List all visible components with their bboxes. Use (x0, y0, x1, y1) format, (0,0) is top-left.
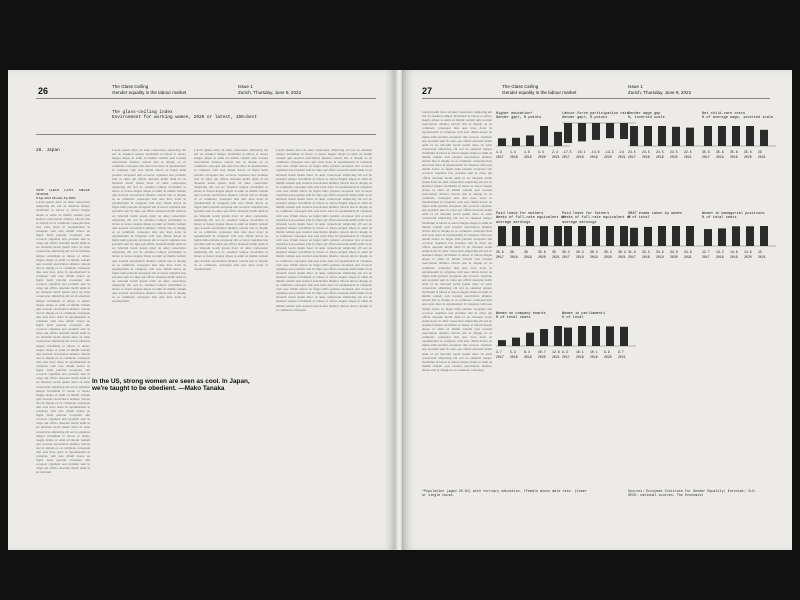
chart-title (562, 112, 636, 122)
data-labels (702, 150, 776, 154)
chart-title (496, 112, 570, 122)
chart-plot (628, 122, 702, 148)
data-labels (496, 350, 570, 354)
chart-subtitle: % of total (628, 216, 650, 221)
data-label: -13.3 (604, 150, 614, 154)
data-label: 12.7 (702, 250, 710, 254)
bar (554, 132, 562, 146)
data-label: 31.8 (628, 250, 636, 254)
data-label: 36 (524, 250, 528, 254)
data-label: 29 (758, 150, 762, 154)
chart-3 (628, 112, 702, 159)
article-date: 8 Apr 2021 (36, 196, 52, 201)
bar (540, 329, 548, 346)
index-rule (36, 134, 376, 135)
data-label: 30.4 (562, 250, 570, 254)
tick-label: 2020 (744, 155, 752, 159)
data-labels (628, 150, 702, 154)
tick-label: 2020 (538, 255, 546, 259)
tick-label: 2021 (758, 155, 766, 159)
page-number: 26 (38, 86, 49, 96)
chart-title-text: Paid leave for mothers (496, 212, 544, 216)
data-label: -17.5 (562, 150, 572, 154)
article-column-5: Lorem ipsum dolor sit amet consectetur adipiscing elit sed do eiusmod tempor incididunt ut labore et dolore magna aliqua ut enim ad minim veniam quis nostrud exercitation ullamco laboris nisi ut aliquip ex ea commodo consequat duis aute irure dolor in reprehenderit in voluptate velit esse cillum dolore eu fugiat nulla pariatur excepteur sint occaecat cupidatat non proident sunt in culpa qui officia deserunt mollit anim id est laborum lorem ipsum dolor sit amet consectetur adipiscing elit sed do eiusmod tempor incididunt ut labore et dolore magna aliqua ut enim ad minim veniam quis nostrud exercitation ullamco laboris nisi ut aliquip ex ea commodo consequat duis aute irure dolor in reprehenderit in voluptate velit esse cillum dolore eu fugiat nulla pariatur excepteur sint occaecat cupidatat non proident sunt in culpa qui officia deserunt mollit anim id est laborum lorem ipsum dolor sit amet consectetur adipiscing elit sed do eiusmod tempor incididunt ut labore et dolore magna aliqua ut enim ad minim veniam quis nostrud exercitation ullamco laboris nisi ut aliquip ex ea commodo consequat duis aute irure dolor in reprehenderit in voluptate velit esse cillum dolore eu fugiat nulla pariatur excepteur sint occaecat cupidatat non proident sunt in culpa qui officia deserunt mollit anim id est laborum lorem ipsum dolor sit amet consectetur adipiscing elit sed do eiusmod tempor incididunt ut labore et dolore magna aliqua ut enim ad minim veniam quis nostrud exercitation ullamco laboris nisi ut aliquip ex ea commodo consequat duis aute irure dolor in reprehenderit in voluptate velit esse cillum dolore eu fugiat nulla pariatur excepteur sint occaecat cupidatat non proident sunt in culpa qui officia deserunt mollit anim id est laborum lorem ipsum dolor sit amet consectetur adipiscing elit sed do eiusmod tempor incididunt ut labore et dolore magna aliqua ut enim ad minim veniam quis nostrud exercitation ullamco laboris nisi ut aliquip ex ea commodo consequat duis aute irure dolor in reprehenderit in voluptate velit esse cillum dolore eu fugiat nulla pariatur excepteur sint occaecat cupidatat non proident sunt in culpa qui officia deserunt mollit anim id est laborum lorem ipsum dolor sit amet consectetur adipiscing elit sed do eiusmod tempor incididunt ut labore et dolore magna aliqua ut enim ad minim veniam quis nostrud exercitation ullamco laboris nisi ut aliquip ex ea commodo consequat duis aute irure dolor in reprehenderit in voluptate velit esse cillum dolore eu fugiat nulla pariatur excepteur sint occaecat cupidatat non proident sunt in culpa qui officia deserunt mollit anim id est laborum lorem ipsum dolor sit amet consectetur adipiscing elit sed do eiusmod tempor incididunt ut labore et dolore magna aliqua ut enim ad minim veniam quis nostrud exercitation ullamco laboris nisi ut aliquip ex ea commodo consequat duis aute irure dolor in reprehenderit in voluptate velit esse cillum dolore eu fugiat nulla pariatur excepteur sint occaecat cupidatat non proident sunt in culpa qui officia deserunt mollit anim id est laborum lorem ipsum dolor sit amet consectetur adipiscing elit sed do eiusmod tempor incididunt ut labore et dolore magna aliqua ut enim ad minim veniam quis nostrud exercitation ullamco laboris nisi ut aliquip ex ea commodo consequat. (422, 110, 492, 372)
dateline: Zurich, Thursday, June 9, 2022 (238, 89, 302, 95)
bar (498, 138, 506, 146)
tick-label: 2017 (562, 355, 570, 359)
bar (718, 126, 726, 146)
bar (526, 135, 534, 146)
data-labels (562, 350, 636, 354)
tick-label: 2018 (642, 255, 650, 259)
chart-plot (496, 122, 570, 148)
bar (512, 138, 520, 146)
tick-label: 2018 (576, 255, 584, 259)
data-label: -14.8 (590, 150, 600, 154)
chart-9 (496, 312, 570, 359)
bar (606, 123, 614, 138)
data-label: 1.3 (496, 150, 502, 154)
tick-label: 2018 (510, 355, 518, 359)
tick-label: 2019 (656, 255, 664, 259)
tick-label: 2020 (604, 255, 612, 259)
bar (732, 226, 740, 246)
data-label: 24.5 (656, 150, 664, 154)
tick-label: 2018 (510, 255, 518, 259)
bar (526, 333, 534, 346)
index-title: The glass-ceiling index (112, 110, 173, 115)
chart-subtitle: %, inverted scale (628, 116, 665, 121)
x-tick-labels (496, 155, 570, 159)
tick-label: 2017 (562, 255, 570, 259)
tick-label: 2017 (496, 355, 504, 359)
chart-subtitle: Weeks of full-rate equivalent of average earnings (496, 216, 566, 225)
chart-plot (562, 222, 636, 248)
tick-label: 2021 (684, 255, 692, 259)
tick-label: 2021 (618, 255, 626, 259)
chart-title (562, 312, 636, 322)
tick-label: 2017 (702, 155, 710, 159)
index-heading (112, 110, 257, 121)
tick-label: 2019 (524, 155, 532, 159)
data-label: 36 (510, 250, 514, 254)
pull-quote: In the US, strong women are seen as cool. In Japan, we're taught to be obedient. —Mako Tanaka (92, 378, 250, 393)
bar (592, 226, 600, 246)
tick-label: 2018 (642, 155, 650, 159)
data-labels (562, 150, 636, 154)
bar (686, 226, 694, 246)
chart-6 (562, 212, 636, 259)
chart-plot (496, 222, 570, 248)
data-label: 30.4 (604, 250, 612, 254)
chart-4 (702, 112, 776, 159)
bar (630, 126, 638, 146)
chart-title (628, 212, 702, 222)
data-label: 3.7 (496, 350, 502, 354)
bar (658, 126, 666, 146)
chart-10 (562, 312, 636, 359)
data-label: 9.7 (618, 350, 624, 354)
tick-label: 2017 (628, 255, 636, 259)
x-tick-labels (496, 355, 570, 359)
data-label: 2.4 (552, 150, 558, 154)
data-label: 12.6 (552, 350, 560, 354)
right-page (402, 70, 792, 550)
data-label: 9.9 (604, 350, 610, 354)
bar (760, 226, 768, 246)
bar (746, 226, 754, 246)
page-number: 27 (422, 86, 433, 96)
header-title: The Glass Ceiling (112, 84, 149, 89)
tick-label: 2020 (604, 355, 612, 359)
data-label: 1.4 (510, 150, 516, 154)
issue-dateline (628, 84, 691, 95)
data-label: 9.3 (562, 350, 568, 354)
bar (672, 226, 680, 246)
bar (498, 340, 506, 346)
x-tick-labels (628, 255, 702, 259)
header-rule (422, 98, 770, 99)
data-label: 23.5 (670, 150, 678, 154)
chart-5 (496, 212, 570, 259)
data-label: 34.9 (670, 250, 678, 254)
bar (578, 123, 586, 141)
data-labels (496, 250, 570, 254)
bar (644, 126, 652, 146)
tick-label: 2021 (552, 155, 560, 159)
data-label: 34.9 (656, 250, 664, 254)
tick-label: 2021 (552, 255, 560, 259)
tick-label: 2020 (538, 355, 546, 359)
tick-label: 2020 (538, 155, 546, 159)
chart-title-text: GMAT exams taken by women (628, 212, 682, 216)
bar (620, 226, 628, 246)
chart-7 (628, 212, 702, 259)
data-labels (628, 250, 702, 254)
bar (512, 338, 520, 346)
bar (630, 228, 638, 246)
data-label: 35.8 (730, 150, 738, 154)
chart-plot (702, 122, 776, 148)
tick-label: 2018 (716, 255, 724, 259)
tick-label: 2018 (716, 155, 724, 159)
chart-title-text: Net child-care costs (702, 112, 746, 116)
data-label: 14.8 (744, 250, 752, 254)
header-rule (36, 98, 376, 99)
country-label: 28. Japan (36, 148, 60, 153)
bar (592, 326, 600, 346)
data-label: 10.1 (576, 350, 584, 354)
tick-label: 2021 (684, 155, 692, 159)
chart-subtitle: % of total seats (702, 216, 737, 221)
sources: Sources: European Institute for Gender Equality; Eurostat; ILO; OECD; national sources; The Economist (628, 490, 757, 499)
chart-subtitle: Gender gap†, % points (562, 116, 608, 121)
bar (658, 226, 666, 246)
dateline: Zurich, Thursday, June 9, 2022 (628, 89, 692, 95)
bar (578, 326, 586, 346)
tick-label: 2021 (618, 355, 626, 359)
chart-title (496, 312, 570, 322)
tick-label: 2021 (758, 255, 766, 259)
data-label: 34.9 (684, 250, 692, 254)
chart-title-text: Paid leave for fathers (562, 212, 610, 216)
article-column-3: Lorem ipsum dolor sit amet consectetur adipiscing elit sed do eiusmod tempor incididunt ut labore et dolore magna aliqua ut enim ad minim veniam quis nostrud exercitation ullamco laboris nisi ut aliquip ex ea commodo consequat duis aute irure dolor in reprehenderit in voluptate velit esse cillum dolore eu fugiat nulla pariatur excepteur sint occaecat cupidatat non proident sunt in culpa qui officia deserunt mollit anim id est laborum lorem ipsum dolor sit amet consectetur adipiscing elit sed do eiusmod tempor incididunt ut labore et dolore magna aliqua ut enim ad minim veniam quis nostrud exercitation ullamco laboris nisi ut aliquip ex ea commodo consequat duis aute irure dolor in reprehenderit in voluptate velit esse cillum dolore eu fugiat nulla pariatur excepteur sint occaecat cupidatat non proident sunt in culpa qui officia deserunt mollit anim id est laborum lorem ipsum dolor sit amet consectetur adipiscing elit sed do eiusmod tempor incididunt ut labore et dolore magna aliqua ut enim ad minim veniam quis nostrud exercitation ullamco laboris nisi ut aliquip ex ea commodo consequat duis aute irure dolor in reprehenderit in voluptate velit esse cillum dolore eu fugiat nulla pariatur excepteur sint occaecat cupidatat non proident sunt in culpa qui officia deserunt mollit anim id est laborum lorem ipsum dolor sit amet consectetur adipiscing elit sed do eiusmod tempor incididunt ut labore et dolore magna aliqua ut enim ad minim veniam quis nostrud exercitation ullamco laboris nisi ut aliquip ex ea commodo consequat duis aute irure dolor in reprehenderit. (194, 148, 268, 271)
bar (592, 123, 600, 140)
tick-label: 2017 (628, 155, 636, 159)
data-label: 35.8 (744, 150, 752, 154)
tick-label: 2019 (524, 255, 532, 259)
bar (526, 226, 534, 246)
tick-label: 2019 (730, 155, 738, 159)
chart-plot (702, 222, 776, 248)
chart-subtitle: % of total seats (496, 316, 531, 321)
chart-title (702, 212, 776, 222)
data-label: 24.5 (628, 150, 636, 154)
tick-label: 2021 (552, 355, 560, 359)
bar (718, 228, 726, 246)
tick-label: 2017 (702, 255, 710, 259)
article-column-4: Lorem ipsum dolor sit amet consectetur adipiscing elit sed do eiusmod tempor incididunt ut labore et dolore magna aliqua ut enim ad minim veniam quis nostrud exercitation ullamco laboris nisi ut aliquip ex ea commodo consequat duis aute irure dolor in reprehenderit in voluptate velit esse cillum dolore eu fugiat nulla pariatur excepteur sint occaecat cupidatat non proident sunt in culpa qui officia deserunt mollit anim id est laborum lorem ipsum dolor sit amet consectetur adipiscing elit sed do eiusmod tempor incididunt ut labore et dolore magna aliqua ut enim ad minim veniam quis nostrud exercitation ullamco laboris nisi ut aliquip ex ea commodo consequat duis aute irure dolor in reprehenderit in voluptate velit esse cillum dolore eu fugiat nulla pariatur excepteur sint occaecat cupidatat non proident sunt in culpa qui officia deserunt mollit anim id est laborum lorem ipsum dolor sit amet consectetur adipiscing elit sed do eiusmod tempor incididunt ut labore et dolore magna aliqua ut enim ad minim veniam quis nostrud exercitation ullamco laboris nisi ut aliquip ex ea commodo consequat duis aute irure dolor in reprehenderit in voluptate velit esse cillum dolore eu fugiat nulla pariatur excepteur sint occaecat cupidatat non proident sunt in culpa qui officia deserunt mollit anim id est laborum lorem ipsum dolor sit amet consectetur adipiscing elit sed do eiusmod tempor incididunt ut labore et dolore magna aliqua ut enim ad minim veniam quis nostrud exercitation ullamco laboris nisi ut aliquip ex ea commodo consequat duis aute irure dolor in reprehenderit in voluptate velit esse cillum dolore eu fugiat nulla pariatur excepteur sint occaecat cupidatat non proident sunt in culpa qui officia deserunt mollit anim id est laborum lorem ipsum dolor sit amet consectetur adipiscing elit sed do eiusmod tempor incididunt ut labore et dolore magna aliqua ut enim ad minim veniam quis nostrud exercitation ullamco laboris nisi ut aliquip ex ea commodo consequat duis aute irure dolor in reprehenderit in voluptate velit esse cillum dolore eu fugiat nulla pariatur excepteur sint occaecat cupidatat non proident sunt in culpa qui officia deserunt mollit anim id est laborum lorem ipsum dolor sit amet consectetur adipiscing elit sed do eiusmod tempor incididunt ut labore et dolore magna aliqua ut enim ad minim veniam quis nostrud exercitation ullamco laboris nisi ut aliquip ex ea commodo consequat duis aute irure dolor in reprehenderit in voluptate velit esse cillum dolore eu fugiat nulla pariatur excepteur sint occaecat cupidatat non proident sunt in culpa qui officia deserunt mollit anim id est laborum lorem ipsum dolor sit amet consectetur adipiscing elit sed do eiusmod tempor incididunt ut labore et dolore magna aliqua ut enim ad minim veniam quis nostrud exercitation ullamco laboris nisi ut aliquip ex ea commodo consequat. (276, 148, 372, 312)
running-header (112, 84, 186, 95)
data-labels (496, 150, 570, 154)
tick-label: 2020 (670, 255, 678, 259)
chart-title-text: Women on company boards (496, 312, 546, 316)
data-label: 35.8 (496, 250, 504, 254)
tick-label: 2019 (590, 255, 598, 259)
data-label: -14 (618, 150, 624, 154)
article-headline: WHY JAPAN CAN'T SHAKE SEXISM (36, 188, 90, 197)
x-tick-labels (562, 355, 636, 359)
bar (732, 126, 740, 146)
issue-dateline (238, 84, 301, 95)
tick-label: 2019 (524, 355, 532, 359)
data-label: 35.8 (716, 150, 724, 154)
tick-label: 2017 (496, 155, 504, 159)
tick-label: 2018 (576, 155, 584, 159)
tick-label: 2018 (510, 155, 518, 159)
chart-plot (562, 322, 636, 348)
data-label: 10.1 (590, 350, 598, 354)
body-text: Lorem ipsum dolor sit amet consectetur adipiscing elit sed do eiusmod tempor incididunt ut labore et dolore magna aliqua ut enim ad minim veniam quis nostrud exercitation ullamco laboris nisi ut aliquip ex ea commodo consequat duis aute irure dolor in reprehenderit in voluptate velit esse cillum dolore eu fugiat nulla pariatur excepteur sint occaecat cupidatat non proident sunt in culpa qui officia deserunt mollit anim id est laborum lorem ipsum dolor sit amet consectetur adipiscing elit sed do eiusmod tempor incididunt ut labore et dolore magna aliqua ut enim ad minim veniam quis nostrud exercitation ullamco laboris nisi ut aliquip ex ea commodo consequat duis aute irure dolor in reprehenderit in voluptate velit esse cillum dolore eu fugiat nulla pariatur excepteur sint occaecat cupidatat non proident sunt in culpa qui officia deserunt mollit anim id est laborum lorem ipsum dolor sit amet consectetur adipiscing elit sed do eiusmod tempor incididunt ut labore et dolore magna aliqua ut enim ad minim veniam quis nostrud exercitation ullamco laboris nisi ut aliquip ex ea commodo consequat duis aute irure dolor in reprehenderit in voluptate velit esse cillum dolore eu fugiat nulla pariatur excepteur sint occaecat cupidatat non proident sunt in culpa qui officia deserunt mollit anim id est laborum lorem ipsum dolor sit amet consectetur adipiscing elit sed do eiusmod tempor incididunt ut labore et dolore magna aliqua ut enim ad minim veniam quis nostrud exercitation ullamco laboris nisi ut aliquip ex ea commodo consequat duis aute irure dolor in reprehenderit in voluptate velit esse cillum dolore eu fugiat nulla pariatur excepteur sint occaecat cupidatat non proident sunt in culpa qui officia deserunt mollit anim id est laborum lorem ipsum dolor sit amet consectetur adipiscing elit sed do eiusmod tempor incididunt ut labore et dolore magna aliqua ut enim ad minim veniam quis nostrud exercitation ullamco laboris nisi ut aliquip ex ea commodo consequat duis aute irure dolor in reprehenderit in voluptate velit esse cillum dolore eu fugiat nulla pariatur excepteur sint occaecat cupidatat non proident sunt in culpa qui officia deserunt mollit anim id est laborum lorem ipsum dolor sit amet consectetur adipiscing elit sed do eiusmod tempor incididunt ut labore et dolore magna aliqua ut enim ad minim veniam quis nostrud exercitation ullamco laboris nisi ut aliquip ex ea commodo consequat duis aute irure dolor in reprehenderit in voluptate velit esse cillum dolore eu fugiat nulla pariatur excepteur sint occaecat cupidatat non proident sunt in culpa qui officia deserunt mollit anim id est laborum. (36, 200, 90, 475)
bar (686, 128, 694, 146)
chart-plot (562, 122, 636, 148)
x-tick-labels (702, 255, 776, 259)
chart-subtitle: % of total (562, 316, 584, 321)
data-label: 15 (758, 250, 762, 254)
data-label: 22.5 (684, 150, 692, 154)
bar (498, 226, 506, 246)
data-label: 30.4 (590, 250, 598, 254)
bar (760, 130, 768, 146)
chart-subtitle: Weeks of full-rate equivalent of average earnings (562, 216, 632, 225)
tick-label: 2017 (496, 255, 504, 259)
tick-label: 2019 (590, 355, 598, 359)
chart-plot (496, 322, 570, 348)
bar (564, 123, 572, 143)
data-label: 36 (552, 250, 556, 254)
chart-title-text: Women in parliament‡ (562, 312, 606, 316)
chart-2 (562, 112, 636, 159)
chart-1 (496, 112, 570, 159)
tick-label: 2021 (618, 155, 626, 159)
data-label: 35.8 (538, 250, 546, 254)
running-header (502, 84, 576, 95)
chart-title (702, 112, 776, 122)
bar (578, 226, 586, 246)
data-label: 30.4 (618, 250, 626, 254)
bar (540, 226, 548, 246)
article-column-2: Lorem ipsum dolor sit amet consectetur adipiscing elit sed do eiusmod tempor incididunt ut labore et dolore magna aliqua ut enim ad minim veniam quis nostrud exercitation ullamco laboris nisi ut aliquip ex ea commodo consequat duis aute irure dolor in reprehenderit in voluptate velit esse cillum dolore eu fugiat nulla pariatur excepteur sint occaecat cupidatat non proident sunt in culpa qui officia deserunt mollit anim id est laborum lorem ipsum dolor sit amet consectetur adipiscing elit sed do eiusmod tempor incididunt ut labore et dolore magna aliqua ut enim ad minim veniam quis nostrud exercitation ullamco laboris nisi ut aliquip ex ea commodo consequat duis aute irure dolor in reprehenderit in voluptate velit esse cillum dolore eu fugiat nulla pariatur excepteur sint occaecat cupidatat non proident sunt in culpa qui officia deserunt mollit anim id est laborum lorem ipsum dolor sit amet consectetur adipiscing elit sed do eiusmod tempor incididunt ut labore et dolore magna aliqua ut enim ad minim veniam quis nostrud exercitation ullamco laboris nisi ut aliquip ex ea commodo consequat duis aute irure dolor in reprehenderit in voluptate velit esse cillum dolore eu fugiat nulla pariatur excepteur sint occaecat cupidatat non proident sunt in culpa qui officia deserunt mollit anim id est laborum lorem ipsum dolor sit amet consectetur adipiscing elit sed do eiusmod tempor incididunt ut labore et dolore magna aliqua ut enim ad minim veniam quis nostrud exercitation ullamco laboris nisi ut aliquip ex ea commodo consequat duis aute irure dolor in reprehenderit in voluptate velit esse cillum dolore eu fugiat nulla pariatur excepteur sint occaecat cupidatat non proident sunt in culpa qui officia deserunt mollit anim id est laborum lorem ipsum dolor sit amet consectetur adipiscing elit sed do eiusmod tempor incididunt ut labore et dolore magna aliqua ut enim ad minim veniam quis nostrud exercitation ullamco laboris nisi ut aliquip ex ea commodo consequat duis aute irure dolor in reprehenderit. (112, 148, 186, 304)
chart-title-text: Women in managerial positions (702, 212, 765, 216)
x-tick-labels (496, 255, 570, 259)
chart-title-text: Labour-force participation rate (562, 112, 629, 116)
bar (644, 227, 652, 246)
bar (554, 226, 562, 246)
bar (704, 126, 712, 146)
chart-title-text: Higher education* (496, 112, 533, 116)
tick-label: 2019 (730, 255, 738, 259)
magazine-spread (8, 70, 792, 550)
left-page (8, 70, 396, 550)
header-title: The Glass Ceiling (502, 84, 539, 89)
issue-label: Issue 1 (628, 84, 643, 89)
chart-title-text: Gender wage gap (628, 112, 661, 116)
bar (746, 126, 754, 146)
data-labels (702, 250, 776, 254)
x-tick-labels (628, 155, 702, 159)
data-label: 3.4 (538, 150, 544, 154)
data-label: 14.8 (730, 250, 738, 254)
tick-label: 2020 (604, 155, 612, 159)
article-place: Morello Fu, BBC (52, 196, 76, 201)
index-subtitle: Environment for working women, 2020 or latest, 100=best (112, 115, 257, 121)
bar (512, 226, 520, 246)
bar (564, 328, 572, 346)
chart-subtitle: % of average wage, inverted scale (702, 116, 774, 121)
tick-label: 2019 (590, 155, 598, 159)
bar (554, 326, 562, 346)
tick-label: 2017 (562, 155, 570, 159)
bar (606, 326, 614, 346)
data-label: 10.7 (538, 350, 546, 354)
data-label: 24.5 (642, 150, 650, 154)
tick-label: 2020 (670, 155, 678, 159)
bar (672, 127, 680, 146)
chart-title (628, 112, 702, 122)
bar (540, 126, 548, 146)
chart-8 (702, 212, 776, 259)
bar (620, 123, 628, 139)
bar (564, 226, 572, 246)
header-subtitle: Gender equality in the labour market (112, 89, 187, 95)
data-label: 33.3 (642, 250, 650, 254)
bar (606, 226, 614, 246)
x-tick-labels (562, 155, 636, 159)
bar (704, 229, 712, 246)
x-tick-labels (702, 155, 776, 159)
chart-title (496, 212, 570, 225)
header-subtitle: Gender equality in the labour market (502, 89, 577, 95)
data-label: -16.1 (576, 150, 586, 154)
article-column-1 (36, 188, 90, 528)
data-label: 8.4 (524, 350, 530, 354)
tick-label: 2020 (744, 255, 752, 259)
bar (620, 327, 628, 346)
chart-subtitle: Gender gap†, % points (496, 116, 542, 121)
x-tick-labels (562, 255, 636, 259)
chart-plot (628, 222, 702, 248)
data-label: 13.2 (716, 250, 724, 254)
data-label: 30.4 (576, 250, 584, 254)
footnote: *Population (aged 25-64) with tertiary education. †Female minus male rate. ‡Lower or single house. (422, 490, 587, 499)
chart-title (562, 212, 636, 225)
data-labels (562, 250, 636, 254)
data-label: 1.8 (524, 150, 530, 154)
tick-label: 2019 (656, 155, 664, 159)
tick-label: 2018 (576, 355, 584, 359)
data-label: 5.3 (510, 350, 516, 354)
issue-label: Issue 1 (238, 84, 253, 89)
data-label: 35.8 (702, 150, 710, 154)
